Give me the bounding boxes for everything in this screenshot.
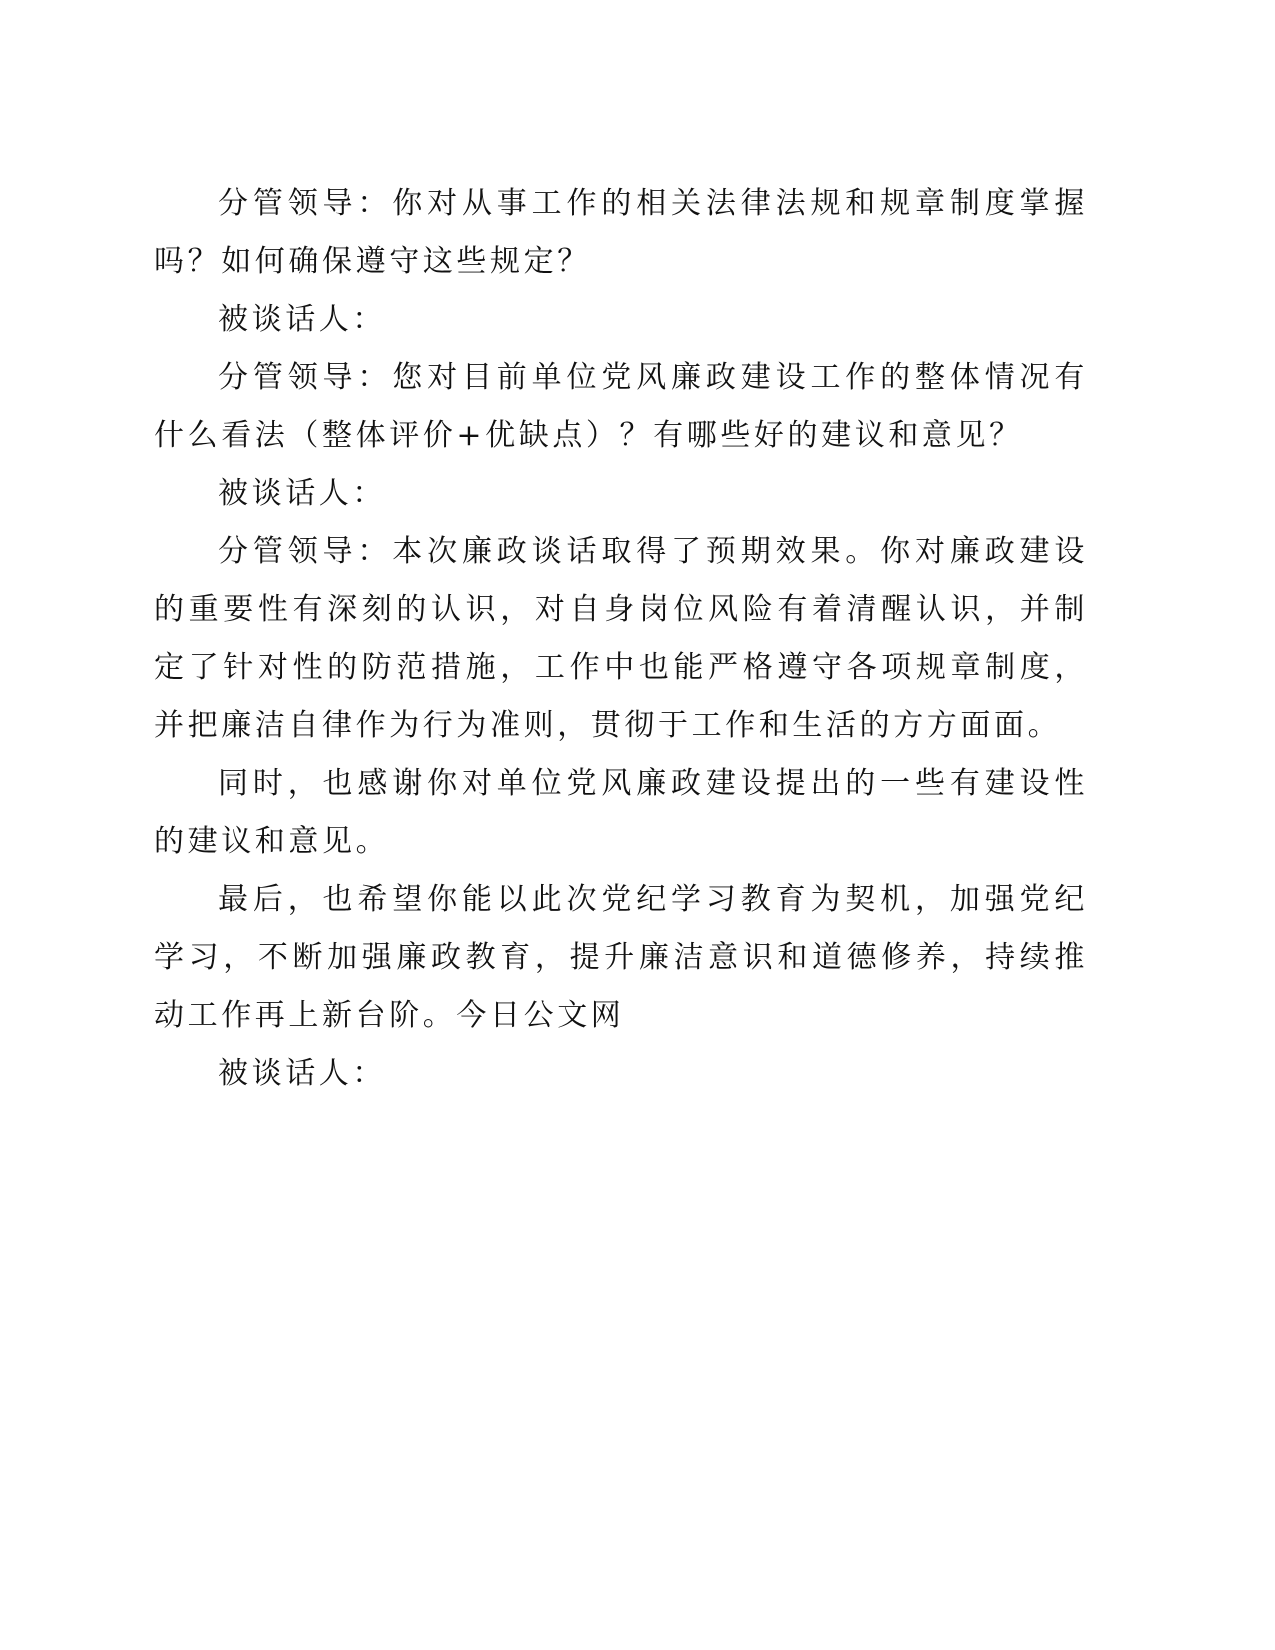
paragraph-interviewee-answer-2: 被谈话人： [218, 476, 386, 511]
document-body [154, 175, 1088, 1103]
paragraph-closing-hopes: 最后，也希望你能以此次党纪学习教育为契机，加强党纪学习，不断加强廉政教育，提升廉洁意识和道德修养，持续推动工作再上新台阶。今日公文网 [154, 882, 1088, 1033]
paragraph-leader-summary: 分管领导：本次廉政谈话取得了预期效果。你对廉政建设的重要性有深刻的认识，对自身岗位风险有着清醒认识，并制定了针对性的防范措施，工作中也能严格遵守各项规章制度，并把廉洁自律作为行为准则，贯彻于工作和生活的方方面面。 [154, 534, 1088, 743]
paragraph-leader-question-integrity: 分管领导：您对目前单位党风廉政建设工作的整体情况有什么看法（整体评价+优缺点）？有哪些好的建议和意见？ [154, 360, 1088, 453]
paragraph-leader-question-regulations: 分管领导：你对从事工作的相关法律法规和规章制度掌握吗？如何确保遵守这些规定？ [154, 186, 1088, 279]
paragraph-interviewee-answer-1: 被谈话人： [218, 302, 386, 337]
paragraph-interviewee-answer-3: 被谈话人： [218, 1056, 386, 1091]
paragraph-thanks: 同时，也感谢你对单位党风廉政建设提出的一些有建设性的建议和意见。 [154, 766, 1088, 859]
